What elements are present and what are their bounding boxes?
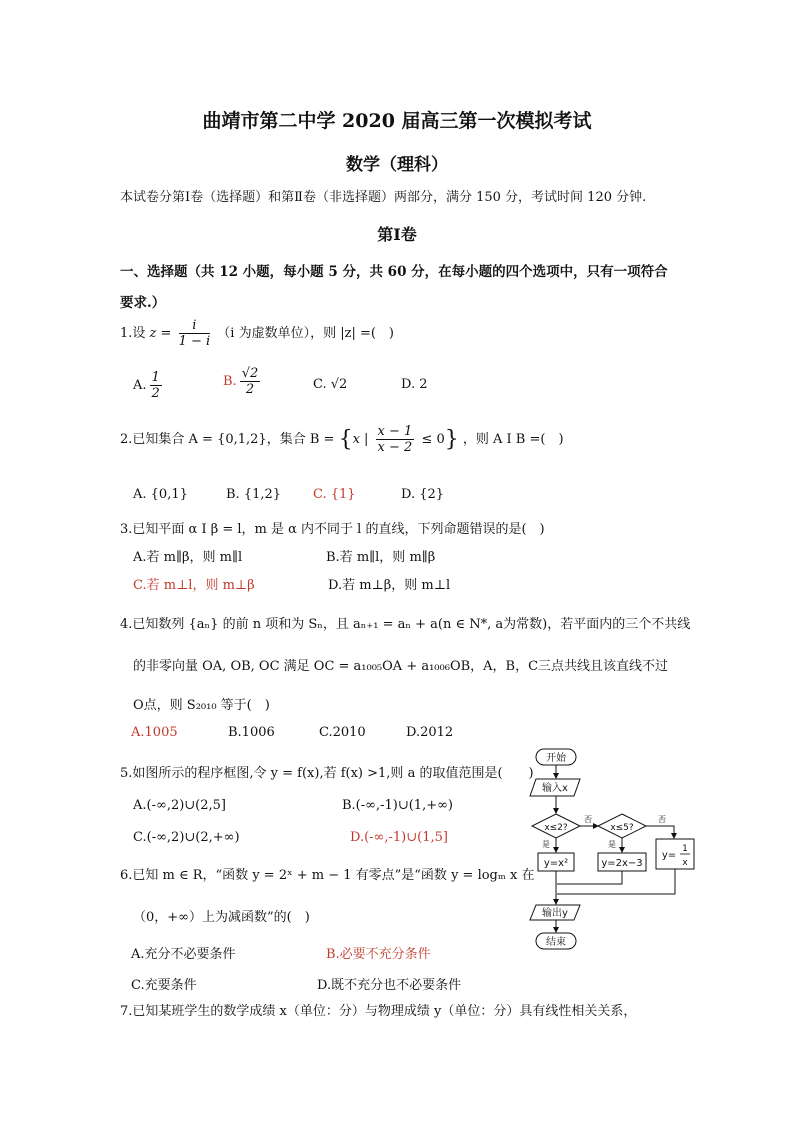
q5-option-d: D.(-∞,-1)∪(1,5] — [350, 830, 448, 845]
q6-option-b: B.必要不充分条件 — [326, 947, 431, 962]
flow-no1-label: 否 — [584, 815, 592, 824]
q2-option-c: C. {1} — [313, 487, 356, 502]
flow-box3-lhs: y= — [661, 850, 677, 861]
q1-option-c: C. √2 — [313, 377, 348, 392]
flow-box2-label: y=2x−3 — [601, 858, 643, 869]
volume-heading: 第Ⅰ卷 — [377, 225, 417, 244]
question-4-line2: 的非零向量 OA, OB, OC 满足 OC = a₁₀₀₅OA + a₁₀₀₆OB，A，B，C三点共线且该直线不过 — [133, 659, 669, 674]
flow-cond1-label: x≤2? — [544, 823, 568, 833]
flow-cond2-label: x≤5? — [610, 823, 634, 833]
question-3: 3.已知平面 α I β = l，m 是 α 内不同于 l 的直线，下列命题错误的是( ) — [120, 522, 545, 537]
q1-fraction: $\frac{i}{1 - i}$ — [178, 318, 211, 349]
q2-option-a: A. {0,1} — [133, 487, 188, 502]
q3-option-d: D.若 m⊥β，则 m⊥l — [328, 578, 451, 593]
flow-no2-label: 否 — [658, 815, 666, 824]
exam-intro: 本试卷分第Ⅰ卷（选择题）和第Ⅱ卷（非选择题）两部分，满分 150 分，考试时间 120 分钟. — [120, 190, 647, 205]
q3-option-a: A.若 m∥β，则 m∥l — [133, 550, 243, 565]
flow-start-label: 开始 — [546, 753, 566, 764]
q6-option-a: A.充分不必要条件 — [131, 947, 236, 962]
q1-option-a: A. $\frac{1}{2}$ — [133, 370, 160, 401]
q1-option-b: B. $\frac{√2}{2}$ — [223, 366, 259, 397]
program-flowchart — [520, 746, 710, 956]
q4-option-b: B.1006 — [228, 725, 275, 740]
flow-box1-label: y=x² — [543, 858, 569, 869]
question-4-line1: 4.已知数列 {aₙ} 的前 n 项和为 Sₙ，且 aₙ₊₁ = aₙ + a(n ∈ N*, a为常数)，若平面内的三个不共线 — [120, 617, 691, 632]
q1-option-d: D. 2 — [401, 377, 428, 392]
question-7-line1: 7.已知某班学生的数学成绩 x（单位：分）与物理成绩 y（单位：分）具有线性相关关系， — [120, 1004, 637, 1019]
flow-output-label: 输出y — [542, 908, 568, 919]
q4-option-d: D.2012 — [406, 725, 454, 740]
q5-option-b: B.(-∞,-1)∪(1,+∞) — [342, 798, 454, 813]
section-heading-line2: 要求.） — [120, 295, 166, 311]
q3-option-b: B.若 m∥l，则 m∥β — [326, 550, 436, 565]
flow-box3-den: x — [682, 858, 688, 868]
q4-option-a: A.1005 — [131, 725, 178, 740]
flow-yes2-label: 是 — [608, 840, 616, 849]
question-5: 5.如图所示的程序框图,令 y = f(x),若 f(x) >1,则 a 的取值范围是( ) — [120, 766, 534, 781]
q6-option-c: C.充要条件 — [131, 978, 197, 993]
page-title: 曲靖市第二中学 2020 届高三第一次模拟考试 — [202, 110, 592, 132]
q6-option-d: D.既不充分也不必要条件 — [317, 978, 462, 993]
q2-option-b: B. {1,2} — [226, 487, 282, 502]
question-6-line1: 6.已知 m ∈ R，“函数 y = 2ˣ + m − 1 有零点”是“函数 y = logₘ x 在 — [120, 868, 535, 883]
section-heading-line1: 一、选择题（共 12 小题，每小题 5 分，共 60 分，在每小题的四个选项中，只有一项符合 — [120, 264, 668, 280]
flow-box3-num: 1 — [682, 844, 688, 854]
q5-option-c: C.(-∞,2)∪(2,+∞) — [133, 830, 240, 845]
flow-input-label: 输入x — [542, 783, 568, 794]
question-6-line2: （0，+∞）上为减函数”的( ) — [133, 910, 310, 925]
flow-end-label: 结束 — [546, 937, 566, 948]
q4-option-c: C.2010 — [319, 725, 366, 740]
q3-option-c: C.若 m⊥l，则 m⊥β — [133, 578, 255, 593]
q5-option-a: A.(-∞,2)∪(2,5] — [133, 798, 226, 813]
question-4-line3: O点，则 S₂₀₁₀ 等于( ) — [133, 698, 270, 713]
q2-option-d: D. {2} — [401, 487, 445, 502]
page-subtitle: 数学（理科） — [346, 155, 448, 175]
flow-yes1-label: 是 — [542, 840, 550, 849]
question-1: 1.设 z = $\frac{i}{1 - i}$ （i 为虚数单位），则 |z| =( ) — [120, 318, 394, 349]
question-2: 2.已知集合 A = {0,1,2}，集合 B = {x | $\frac{x - 1}{x - 2}$ ≤ 0} ，则 A I B =( ) — [120, 424, 564, 455]
